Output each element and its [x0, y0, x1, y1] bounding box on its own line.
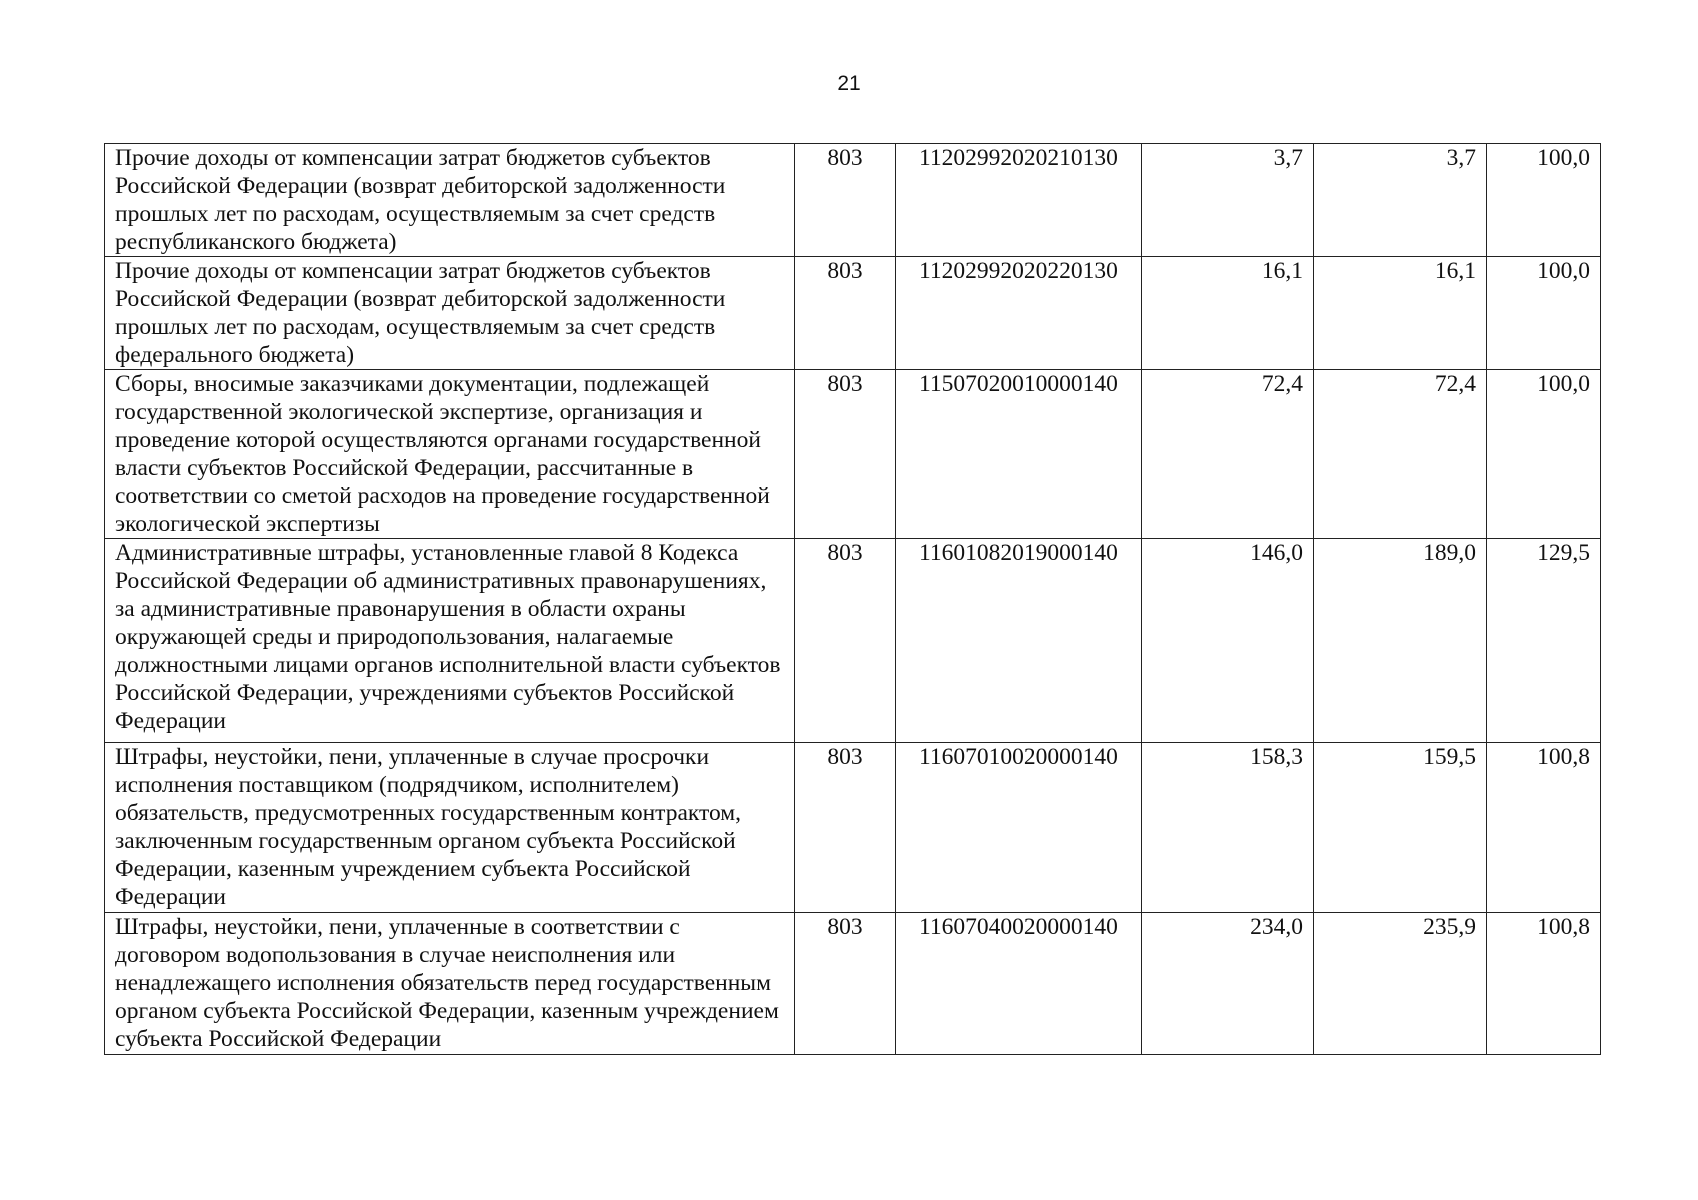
row-fact-value: 159,5 [1314, 743, 1487, 913]
row-admin-code: 803 [795, 257, 896, 370]
row-admin-code: 803 [795, 913, 896, 1055]
row-fact-value: 235,9 [1314, 913, 1487, 1055]
row-fact-value: 16,1 [1314, 257, 1487, 370]
row-description: Штрафы, неустойки, пени, уплаченные в случае просрочки исполнения поставщиком (подрядчиком, исполнителем) обязательств, предусмотренных государственным контрактом, заключенным государственным органом субъекта Российской Федерации, казенным учреждением субъекта Российской Федерации [105, 743, 795, 913]
row-admin-code: 803 [795, 743, 896, 913]
row-kbk-code: 11507020010000140 [896, 370, 1142, 539]
table-row [105, 539, 1601, 743]
row-kbk-code: 11607040020000140 [896, 913, 1142, 1055]
table-row [105, 913, 1601, 1055]
row-plan-value: 158,3 [1142, 743, 1314, 913]
table-row [105, 144, 1601, 257]
row-plan-value: 16,1 [1142, 257, 1314, 370]
row-fact-value: 189,0 [1314, 539, 1487, 743]
row-percent-value: 100,0 [1487, 257, 1601, 370]
row-fact-value: 72,4 [1314, 370, 1487, 539]
row-kbk-code: 11607010020000140 [896, 743, 1142, 913]
row-description: Прочие доходы от компенсации затрат бюджетов субъектов Российской Федерации (возврат дебиторской задолженности прошлых лет по расходам, осуществляемым за счет средств федерального бюджета) [105, 257, 795, 370]
row-plan-value: 3,7 [1142, 144, 1314, 257]
table-row [105, 257, 1601, 370]
row-admin-code: 803 [795, 539, 896, 743]
row-percent-value: 100,8 [1487, 743, 1601, 913]
row-percent-value: 100,8 [1487, 913, 1601, 1055]
row-kbk-code: 11601082019000140 [896, 539, 1142, 743]
row-plan-value: 146,0 [1142, 539, 1314, 743]
row-description: Сборы, вносимые заказчиками документации, подлежащей государственной экологической экспертизе, организация и проведение которой осуществляются органами государственной власти субъектов Российской Федерации, рассчитанные в соответствии со сметой расходов на проведение государственной экологической экспертизы [105, 370, 795, 539]
row-percent-value: 100,0 [1487, 144, 1601, 257]
row-percent-value: 129,5 [1487, 539, 1601, 743]
row-description: Штрафы, неустойки, пени, уплаченные в соответствии с договором водопользования в случае неисполнения или ненадлежащего исполнения обязательств перед государственным органом субъекта Российской Федерации, казенным учреждением субъекта Российской Федерации [105, 913, 795, 1055]
row-fact-value: 3,7 [1314, 144, 1487, 257]
row-admin-code: 803 [795, 144, 896, 257]
row-kbk-code: 11202992020210130 [896, 144, 1142, 257]
table-row [105, 743, 1601, 913]
row-plan-value: 72,4 [1142, 370, 1314, 539]
row-plan-value: 234,0 [1142, 913, 1314, 1055]
row-percent-value: 100,0 [1487, 370, 1601, 539]
row-description: Административные штрафы, установленные главой 8 Кодекса Российской Федерации об административных правонарушениях, за административные правонарушения в области охраны окружающей среды и природопользования, налагаемые должностными лицами органов исполнительной власти субъектов Российской Федерации, учреждениями субъектов Российской Федерации [105, 539, 795, 743]
revenue-table [104, 143, 1601, 1055]
row-admin-code: 803 [795, 370, 896, 539]
table-row [105, 370, 1601, 539]
page-number: 21 [837, 72, 861, 95]
row-kbk-code: 11202992020220130 [896, 257, 1142, 370]
row-description: Прочие доходы от компенсации затрат бюджетов субъектов Российской Федерации (возврат дебиторской задолженности прошлых лет по расходам, осуществляемым за счет средств республиканского бюджета) [105, 144, 795, 257]
